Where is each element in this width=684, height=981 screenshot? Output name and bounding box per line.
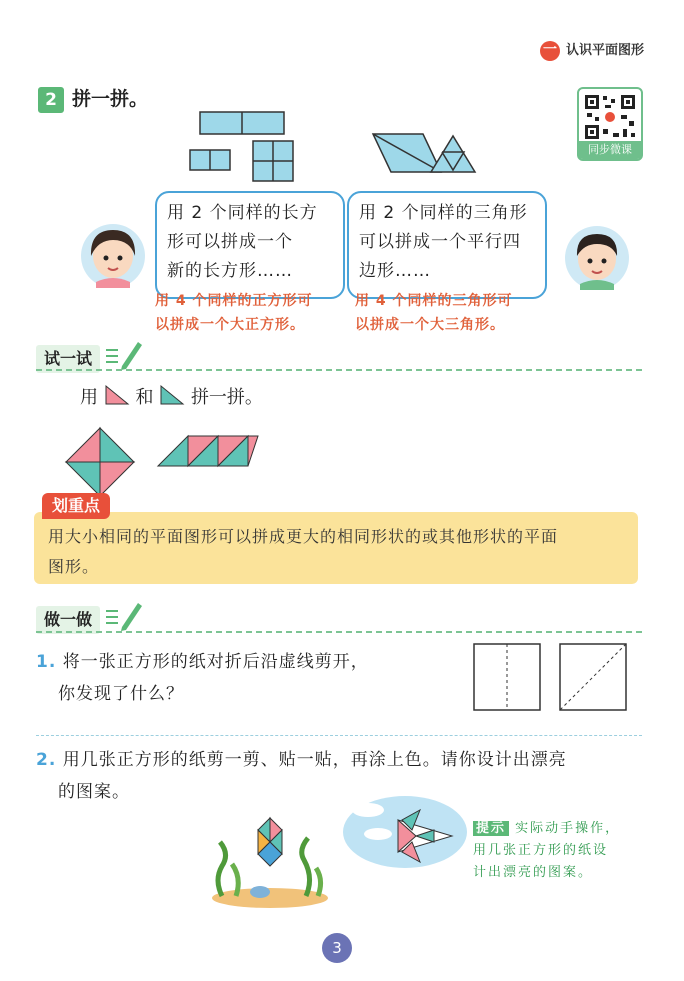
question-2-line1: 用几张正方形的纸剪一剪、贴一贴，再涂上色。请你设计出漂亮 (62, 750, 567, 770)
tip-line3: 计出漂亮的图案。 (473, 865, 594, 880)
question-1 (36, 646, 369, 710)
question-2-number: 2. (36, 750, 57, 770)
key-point-line2: 图形。 (48, 557, 100, 576)
speech-bubble-right (347, 191, 547, 299)
do-divider (36, 631, 642, 633)
hint-left (155, 289, 313, 337)
chapter-title: 认识平面图形 (566, 43, 645, 58)
key-point-text (48, 522, 638, 582)
tip-line1: 实际动手操作， (515, 821, 621, 836)
teal-triangle-icon (159, 384, 185, 406)
folded-paper-figures (472, 642, 640, 714)
bubble-left-line2: 形可以拼成一个 (167, 232, 293, 252)
tip-title: 提示 (473, 821, 509, 836)
try-prefix: 用 (80, 387, 98, 408)
hint-right (355, 289, 513, 337)
bubble-right-line3: 边形…… (359, 261, 431, 281)
boy-avatar (562, 224, 632, 292)
two-squares-icon (190, 150, 230, 170)
key-point-tag: 划重点 (42, 493, 110, 519)
hint-left-line2: 以拼成一个大正方形。 (155, 317, 305, 333)
try-instruction (80, 384, 263, 411)
square-vertical-fold-icon (474, 644, 540, 710)
question-2-line2: 的图案。 (58, 782, 130, 802)
girl-avatar (78, 222, 148, 290)
bubble-left-line3: 新的长方形…… (167, 261, 293, 281)
pink-triangle-icon (104, 384, 130, 406)
hint-right-line1: 用 4 个同样的三角形可 (355, 293, 513, 309)
fish-icon (258, 818, 282, 866)
seaweed-fish-illustration (210, 810, 330, 910)
question-1-line1: 将一张正方形的纸对折后沿虚线剪开， (62, 652, 369, 672)
question-1-line2: 你发现了什么？ (58, 684, 184, 704)
try-and: 和 (135, 387, 154, 408)
qr-label: 同步微课 (577, 141, 643, 159)
speech-bubble-left (155, 191, 345, 299)
try-patterns (64, 426, 264, 496)
section-number: 2 (38, 87, 64, 113)
question-separator (36, 735, 642, 736)
parallelogram-icon (373, 134, 441, 172)
bubble-right-line1: 用 2 个同样的三角形 (359, 203, 528, 223)
sky-rocket-illustration (340, 790, 470, 870)
big-triangle-icon (431, 136, 475, 172)
qr-pattern-icon (581, 91, 639, 143)
hint-left-line1: 用 4 个同样的正方形可 (155, 293, 313, 309)
try-bar-title: 试一试 (36, 345, 100, 373)
try-suffix: 拼一拼。 (190, 387, 263, 408)
try-divider (36, 369, 642, 371)
pencil-icon (104, 338, 144, 370)
four-squares-icon (253, 141, 293, 181)
key-point-line1: 用大小相同的平面图形可以拼成更大的相同形状的或其他形状的平面 (48, 527, 559, 546)
tip-line2: 用几张正方形的纸设 (473, 843, 609, 858)
long-rectangle-icon (200, 112, 284, 134)
bubble-right-line2: 可以拼成一个平行四 (359, 232, 521, 252)
section-title: 拼一拼。 (72, 88, 149, 110)
diamond-pattern-icon (66, 428, 134, 496)
tip (473, 818, 620, 884)
pencil-icon (104, 599, 144, 631)
composition-shapes (185, 108, 485, 183)
square-diagonal-fold-icon (560, 644, 626, 710)
bubble-left-line1: 用 2 个同样的长方 (167, 203, 318, 223)
chapter-badge: 一 (540, 41, 560, 61)
question-1-number: 1. (36, 652, 57, 672)
do-bar-title: 做一做 (36, 606, 100, 634)
trapezoid-pattern-icon (158, 436, 258, 466)
hint-right-line2: 以拼成一个大三角形。 (355, 317, 505, 333)
page-number: 3 (322, 933, 352, 963)
